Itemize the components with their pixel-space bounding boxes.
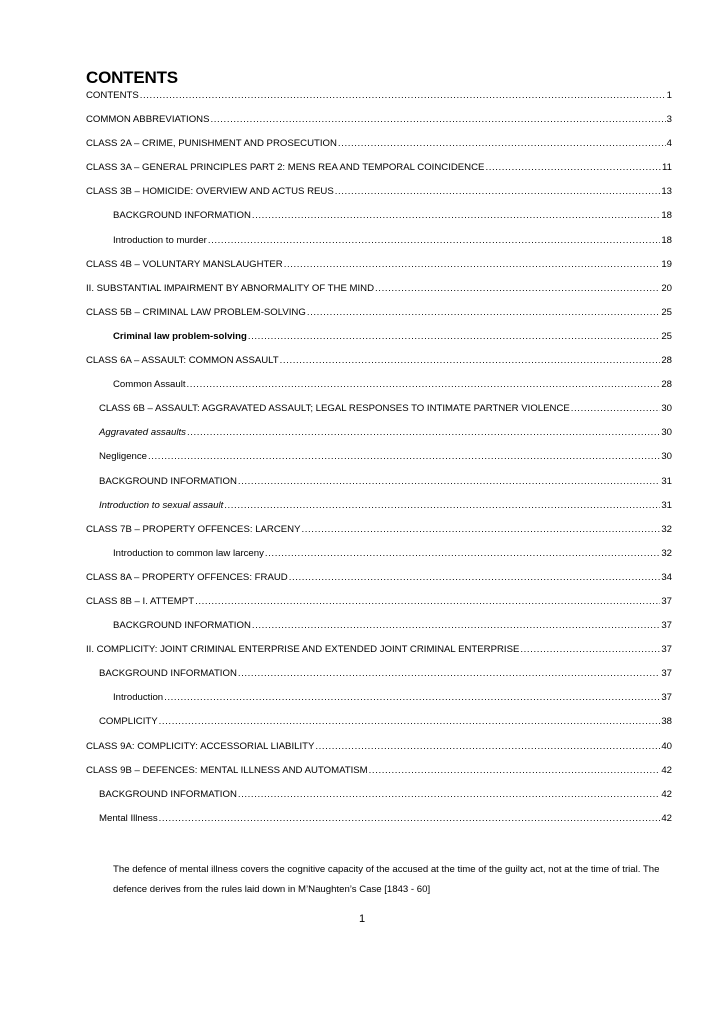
toc-dot-leader <box>187 427 660 439</box>
toc-entry[interactable] <box>86 283 672 307</box>
toc-entry-title: COMMON ABBREVIATIONS <box>86 114 210 126</box>
toc-entry[interactable] <box>86 741 672 765</box>
toc-entry-title: Introduction to sexual assault <box>99 499 224 511</box>
toc-entry-title: CLASS 9A: COMPLICITY: ACCESSORIAL LIABILITY <box>86 740 315 752</box>
toc-entry[interactable] <box>86 789 672 813</box>
page-number: 1 <box>358 913 366 925</box>
toc-entry-title: CLASS 8B – I. ATTEMPT <box>86 595 195 607</box>
toc-dot-leader <box>307 307 661 319</box>
toc-entry-page: 28 <box>661 355 672 367</box>
toc-entry-title: CONTENTS <box>86 90 139 101</box>
toc-entry-page: 3 <box>666 114 672 126</box>
toc-dot-leader <box>289 572 661 584</box>
toc-entry[interactable] <box>86 427 672 451</box>
toc-entry-page: 42 <box>661 764 672 776</box>
toc-dot-leader <box>211 114 666 126</box>
toc-entry-title: BACKGROUND INFORMATION <box>113 620 251 632</box>
toc-entry-title: CLASS 3A – GENERAL PRINCIPLES PART 2: MENS REA AND TEMPORAL COINCIDENCE <box>86 162 485 174</box>
toc-entry-page: 32 <box>661 523 672 535</box>
toc-entry-title: II. SUBSTANTIAL IMPAIRMENT BY ABNORMALITY OF THE MIND <box>86 282 375 294</box>
toc-dot-leader <box>159 813 661 825</box>
toc-dot-leader <box>315 741 660 753</box>
toc-entry-title: CLASS 5B – CRIMINAL LAW PROBLEM-SOLVING <box>86 306 306 318</box>
body-paragraph: The defence of mental illness covers the cognitive capacity of the accused at the time of the guilty act, not at the time of trial. The defence derives from the rules laid down in M’Naughten’s Case [1843 - 60] <box>113 864 660 895</box>
toc-dot-leader <box>195 596 660 608</box>
toc-entry-title: Common Assault <box>113 379 186 391</box>
toc-entry-title: Aggravated assaults <box>99 427 186 439</box>
toc-entry-title: Introduction to murder <box>113 234 207 246</box>
toc-entry[interactable] <box>86 644 672 668</box>
toc-dot-leader <box>238 789 660 801</box>
toc-entry[interactable] <box>86 596 672 620</box>
toc-entry[interactable] <box>86 379 672 403</box>
toc-entry[interactable] <box>86 572 672 596</box>
toc-dot-leader <box>280 355 661 367</box>
toc-entry[interactable] <box>86 235 672 259</box>
toc-entry-title: CLASS 6A – ASSAULT: COMMON ASSAULT <box>86 355 279 367</box>
toc-entry-title: Mental Illness <box>99 812 158 824</box>
toc-entry[interactable] <box>86 476 672 500</box>
toc-entry-page: 37 <box>661 595 672 607</box>
toc-entry-page: 25 <box>661 330 672 342</box>
toc-entry-title: CLASS 3B – HOMICIDE: OVERVIEW AND ACTUS REUS <box>86 186 334 198</box>
toc-entry[interactable] <box>86 548 672 572</box>
toc-dot-leader <box>187 379 661 391</box>
toc-entry[interactable] <box>86 162 672 186</box>
toc-entry-page: 13 <box>661 186 672 198</box>
toc-dot-leader <box>238 476 660 488</box>
toc-entry[interactable] <box>86 186 672 210</box>
toc-entry-page: 11 <box>662 162 672 174</box>
toc-entry[interactable] <box>86 524 672 548</box>
toc-entry-title: II. COMPLICITY: JOINT CRIMINAL ENTERPRISE AND EXTENDED JOINT CRIMINAL ENTERPRISE <box>86 644 520 656</box>
contents-heading: CONTENTS <box>86 68 178 87</box>
toc-entry-title: CLASS 6B – ASSAULT: AGGRAVATED ASSAULT; LEGAL RESPONSES TO INTIMATE PARTNER VIOLENCE <box>99 403 570 415</box>
toc-entry-title: BACKGROUND INFORMATION <box>99 475 237 487</box>
toc-entry-title: BACKGROUND INFORMATION <box>99 788 237 800</box>
toc-entry[interactable] <box>86 692 672 716</box>
toc-dot-leader <box>208 235 660 247</box>
toc-entry[interactable] <box>86 114 672 138</box>
toc-dot-leader <box>375 283 660 295</box>
toc-entry[interactable] <box>86 259 672 283</box>
toc-entry-title: COMPLICITY <box>99 716 158 728</box>
toc-dot-leader <box>238 668 660 680</box>
toc-entry-page: 30 <box>661 403 672 415</box>
toc-entry-page: 34 <box>661 571 672 583</box>
toc-entry-page: 31 <box>661 475 672 487</box>
toc-entry[interactable] <box>86 355 672 379</box>
toc-entry-page: 40 <box>661 740 672 752</box>
toc-entry-page: 30 <box>661 451 672 463</box>
toc-entry-page: 28 <box>661 379 672 391</box>
toc-entry[interactable] <box>86 813 672 837</box>
toc-dot-leader <box>140 90 666 102</box>
toc-entry-page: 18 <box>661 210 672 222</box>
toc-entry-page: 37 <box>661 692 672 704</box>
toc-entry-title: CLASS 9B – DEFENCES: MENTAL ILLNESS AND AUTOMATISM <box>86 764 368 776</box>
toc-entry[interactable] <box>86 620 672 644</box>
toc-entry-page: 37 <box>661 644 672 656</box>
toc-entry-page: 37 <box>661 620 672 632</box>
table-of-contents <box>86 90 672 837</box>
toc-entry-page: 38 <box>661 716 672 728</box>
toc-dot-leader <box>252 620 660 632</box>
toc-entry-title: CLASS 8A – PROPERTY OFFENCES: FRAUD <box>86 571 288 583</box>
toc-entry[interactable] <box>86 403 672 427</box>
toc-dot-leader <box>571 403 661 415</box>
toc-entry-page: 32 <box>661 547 672 559</box>
toc-entry-page: 30 <box>661 427 672 439</box>
toc-entry-page: 25 <box>661 306 672 318</box>
toc-entry[interactable] <box>86 716 672 740</box>
toc-dot-leader <box>248 331 661 343</box>
toc-entry[interactable] <box>86 668 672 692</box>
toc-dot-leader <box>224 500 660 512</box>
toc-entry[interactable] <box>86 331 672 355</box>
toc-dot-leader <box>338 138 666 150</box>
toc-entry-title: CLASS 7B – PROPERTY OFFENCES: LARCENY <box>86 523 301 535</box>
toc-dot-leader <box>164 692 660 704</box>
toc-dot-leader <box>335 186 661 198</box>
toc-entry-page: 19 <box>661 258 672 270</box>
toc-entry[interactable] <box>86 307 672 331</box>
toc-entry-page: 37 <box>661 668 672 680</box>
toc-entry[interactable] <box>86 90 672 114</box>
toc-entry[interactable] <box>86 210 672 234</box>
toc-entry-page: 42 <box>661 788 672 800</box>
toc-entry-title: Negligence <box>99 451 148 463</box>
toc-entry-title: Introduction <box>113 692 164 704</box>
toc-entry[interactable] <box>86 138 672 162</box>
toc-entry-page: 18 <box>661 234 672 246</box>
toc-dot-leader <box>252 210 660 222</box>
toc-dot-leader <box>369 765 661 777</box>
toc-entry[interactable] <box>86 451 672 475</box>
toc-entry-title: CLASS 2A – CRIME, PUNISHMENT AND PROSECUTION <box>86 138 337 150</box>
toc-entry-page: 20 <box>661 282 672 294</box>
toc-dot-leader <box>284 259 661 271</box>
toc-entry-title: Introduction to common law larceny <box>113 547 264 559</box>
toc-dot-leader <box>520 644 660 656</box>
toc-entry-page: 31 <box>661 499 672 511</box>
toc-dot-leader <box>159 716 661 728</box>
toc-entry[interactable] <box>86 500 672 524</box>
toc-entry[interactable] <box>86 765 672 789</box>
toc-dot-leader <box>265 548 660 560</box>
toc-entry-page: 4 <box>666 138 672 150</box>
toc-entry-title: BACKGROUND INFORMATION <box>99 668 237 680</box>
toc-entry-title: BACKGROUND INFORMATION <box>113 210 251 222</box>
toc-dot-leader <box>302 524 661 536</box>
toc-entry-page: 1 <box>666 90 672 101</box>
toc-entry-title: Criminal law problem-solving <box>113 330 247 342</box>
toc-dot-leader <box>485 162 661 174</box>
toc-dot-leader <box>148 451 660 463</box>
toc-entry-title: CLASS 4B – VOLUNTARY MANSLAUGHTER <box>86 258 283 270</box>
toc-entry-page: 42 <box>661 812 672 824</box>
